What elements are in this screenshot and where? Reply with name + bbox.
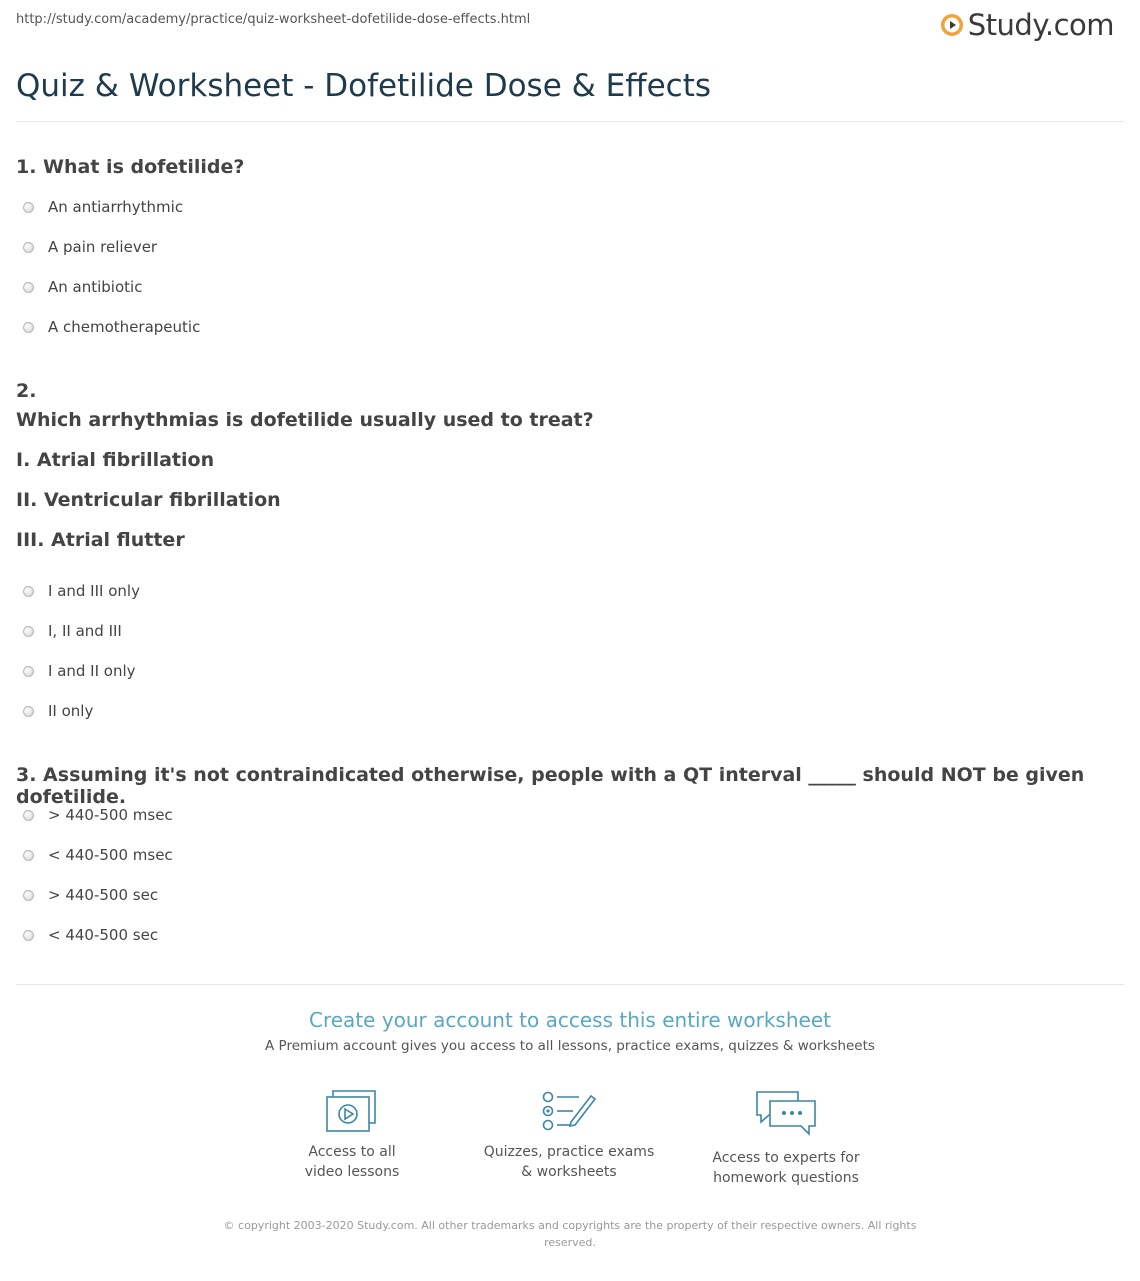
question-2-statement: III. Atrial flutter: [16, 529, 185, 551]
quiz-checklist-icon: [541, 1088, 597, 1134]
feature-line: Access to experts for: [712, 1150, 860, 1166]
question-2-statement: I. Atrial fibrillation: [16, 449, 215, 471]
option-label: I and III only: [48, 582, 140, 600]
option-label: I, II and III: [48, 622, 122, 640]
radio-icon[interactable]: [23, 930, 34, 941]
question-3-text: 3. Assuming it's not contraindicated otherwise, people with a QT interval _____ should NOT be given dofetilide.: [16, 764, 1085, 808]
option-label: > 440-500 msec: [48, 806, 173, 824]
question-3-option[interactable]: [23, 926, 158, 944]
play-logo-icon: [940, 13, 964, 37]
question-1-option[interactable]: [23, 198, 183, 216]
question-3-option[interactable]: [23, 886, 158, 904]
feature-line: Quizzes, practice exams: [483, 1144, 655, 1160]
question-2-option[interactable]: [23, 702, 93, 720]
copyright-line: © copyright 2003-2020 Study.com. All other trademarks and copyrights are the property of their respective owners. All rights: [223, 1219, 917, 1232]
option-label: < 440-500 sec: [48, 926, 159, 944]
source-url: http://study.com/academy/practice/quiz-worksheet-dofetilide-dose-effects.html: [16, 12, 531, 27]
question-2-statement: II. Ventricular fibrillation: [16, 489, 281, 511]
question-2-option[interactable]: [23, 662, 136, 680]
section-divider: [16, 984, 1124, 985]
radio-icon[interactable]: [23, 850, 34, 861]
question-1-option[interactable]: [23, 318, 200, 336]
copyright-footer: [0, 1217, 1140, 1251]
option-label: A chemotherapeutic: [48, 318, 201, 336]
radio-icon[interactable]: [23, 810, 34, 821]
title-divider: [16, 121, 1124, 122]
question-2-option[interactable]: [23, 622, 122, 640]
feature-quizzes: [469, 1088, 669, 1182]
radio-icon[interactable]: [23, 322, 34, 333]
logo-text: Study.com: [967, 8, 1114, 42]
option-label: A pain reliever: [48, 238, 158, 256]
option-label: I and II only: [48, 662, 136, 680]
question-2-option[interactable]: [23, 582, 140, 600]
question-3-option[interactable]: [23, 846, 173, 864]
feature-experts: [686, 1088, 886, 1188]
study-logo[interactable]: [940, 8, 1114, 42]
page-title: Quiz & Worksheet - Dofetilide Dose & Effects: [16, 68, 712, 104]
create-account-link[interactable]: Create your account to access this entire worksheet: [309, 1008, 831, 1032]
question-3-option[interactable]: [23, 806, 173, 824]
radio-icon[interactable]: [23, 202, 34, 213]
feature-line: & worksheets: [521, 1164, 617, 1180]
radio-icon[interactable]: [23, 242, 34, 253]
feature-video-lessons: [252, 1088, 452, 1182]
option-label: II only: [48, 702, 94, 720]
video-lessons-icon: [325, 1088, 379, 1134]
option-label: > 440-500 sec: [48, 886, 159, 904]
option-label: An antibiotic: [48, 278, 143, 296]
radio-icon[interactable]: [23, 890, 34, 901]
copyright-line: reserved.: [544, 1236, 596, 1249]
radio-icon[interactable]: [23, 282, 34, 293]
radio-icon[interactable]: [23, 706, 34, 717]
question-1-option[interactable]: [23, 238, 157, 256]
question-2-number: 2.: [16, 380, 37, 402]
option-label: < 440-500 msec: [48, 846, 173, 864]
option-label: An antiarrhythmic: [48, 198, 184, 216]
question-1-text: 1. What is dofetilide?: [16, 156, 245, 178]
question-1-option[interactable]: [23, 278, 142, 296]
question-2-text: Which arrhythmias is dofetilide usually used to treat?: [16, 409, 594, 431]
chat-bubbles-icon: [754, 1088, 818, 1140]
radio-icon[interactable]: [23, 586, 34, 597]
feature-line: Access to all: [308, 1144, 396, 1160]
feature-line: homework questions: [713, 1170, 859, 1186]
premium-description: A Premium account gives you access to all lessons, practice exams, quizzes & worksheets: [265, 1038, 875, 1054]
feature-line: video lessons: [304, 1164, 400, 1180]
radio-icon[interactable]: [23, 626, 34, 637]
radio-icon[interactable]: [23, 666, 34, 677]
